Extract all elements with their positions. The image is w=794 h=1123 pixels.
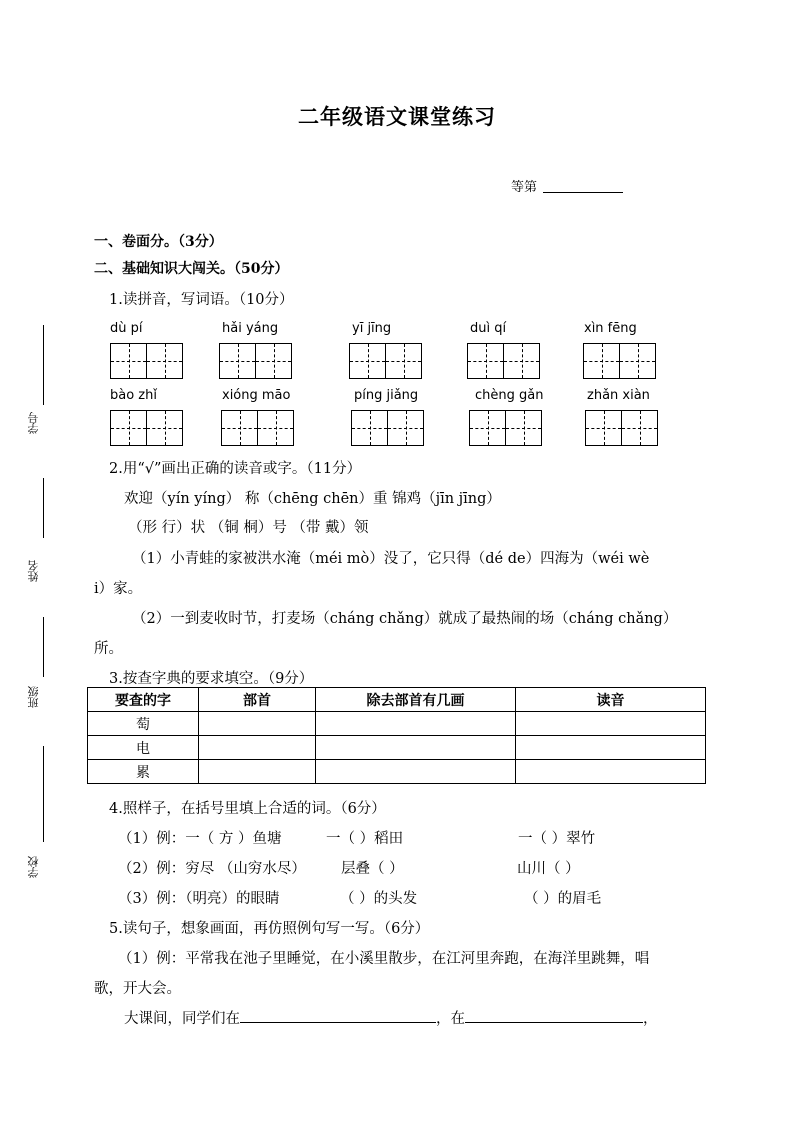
pinyin-label: píng jiǎng: [354, 388, 419, 403]
grade-blank[interactable]: [543, 192, 623, 193]
q4-blank[interactable]: 一（ ）翠竹: [518, 831, 596, 847]
writing-grid[interactable]: [221, 410, 293, 446]
pinyin-label: dù pí: [110, 321, 143, 336]
q5-example: （1）例：平常我在池子里睡觉，在小溪里散步，在江河里奔跑，在海洋里跳舞，唱: [118, 951, 650, 967]
pinyin-label: yī jīng: [352, 321, 392, 336]
q4-blank[interactable]: （ ）的头发: [340, 891, 418, 907]
writing-grid[interactable]: [583, 343, 655, 379]
q4-blank[interactable]: 一（ ）稻田: [326, 831, 404, 847]
q4-blank[interactable]: 层叠（ ）: [341, 861, 404, 877]
binding-line: [43, 617, 44, 677]
table-cell-blank[interactable]: [516, 736, 706, 760]
pinyin-label: bào zhǐ: [110, 388, 157, 403]
q5-fill-line: [124, 1007, 658, 1028]
q5-blank[interactable]: [465, 1022, 643, 1023]
writing-grid[interactable]: [219, 343, 291, 379]
table-row: [88, 736, 706, 760]
q5-blank[interactable]: [240, 1022, 436, 1023]
q5-heading: 5.读句子，想象画面，再仿照例句写一写。（6分）: [109, 921, 430, 937]
q5-fill-text: 大课间，同学们在: [124, 1011, 240, 1027]
table-row: [88, 712, 706, 736]
sidebar-label-id: 学号: [27, 412, 40, 434]
writing-grid[interactable]: [110, 343, 182, 379]
table-row: [88, 760, 706, 784]
pinyin-label: duì qí: [470, 321, 507, 336]
writing-grid[interactable]: [585, 410, 657, 446]
section-1-heading: 一、卷面分。（3分）: [94, 234, 223, 250]
table-header: 要查的字: [88, 688, 199, 712]
q4-example: （1）例：一（ 方 ）鱼塘: [118, 831, 282, 847]
table-cell-blank[interactable]: [316, 712, 516, 736]
q2-heading: 2.用“√”画出正确的读音或字。（11分）: [109, 461, 362, 477]
writing-grid[interactable]: [351, 410, 423, 446]
binding-line: [43, 325, 44, 405]
q4-blank[interactable]: （ ）的眉毛: [524, 891, 602, 907]
table-cell-char: 萄: [88, 712, 199, 736]
q5-example: 歌，开大会。: [94, 981, 181, 997]
table-header: 部首: [199, 688, 316, 712]
sidebar-label-school: 学校: [27, 856, 40, 878]
table-cell-blank[interactable]: [516, 712, 706, 736]
table-header: 读音: [516, 688, 706, 712]
table-cell-char: 累: [88, 760, 199, 784]
pinyin-label: hǎi yáng: [222, 321, 279, 336]
table-header: 除去部首有几画: [316, 688, 516, 712]
q2-line: （1）小青蛙的家被洪水淹（méi mò）没了，它只得（dé de）四海为（wéi wè: [132, 551, 650, 567]
table-cell-char: 电: [88, 736, 199, 760]
dictionary-table: [87, 687, 706, 784]
writing-grid[interactable]: [110, 410, 182, 446]
q4-example: （3）例：（明亮）的眼睛: [118, 891, 280, 907]
q2-line: 所。: [94, 641, 123, 657]
q4-example: （2）例：穷尽 （山穷水尽）: [118, 861, 306, 877]
pinyin-label: xióng māo: [222, 388, 291, 403]
writing-grid[interactable]: [349, 343, 421, 379]
q5-fill-text: ，: [643, 1011, 658, 1027]
q3-heading: 3.按查字典的要求填空。（9分）: [109, 671, 314, 687]
writing-grid[interactable]: [469, 410, 541, 446]
table-cell-blank[interactable]: [199, 736, 316, 760]
sidebar-label-name: 姓名: [27, 560, 40, 582]
writing-grid[interactable]: [467, 343, 539, 379]
q2-line: （形 行）状 （铜 桐）号 （带 戴）领: [128, 520, 369, 536]
q2-line: i）家。: [94, 581, 143, 597]
q2-line: 欢迎（yín yíng） 称（chēng chēn）重 锦鸡（jīn jīng）: [124, 491, 501, 507]
table-cell-blank[interactable]: [516, 760, 706, 784]
sidebar-label-class: 班级: [27, 686, 40, 708]
binding-line: [43, 478, 44, 538]
pinyin-label: zhǎn xiàn: [587, 388, 650, 403]
table-cell-blank[interactable]: [199, 760, 316, 784]
table-cell-blank[interactable]: [316, 736, 516, 760]
pinyin-label: chèng gǎn: [475, 388, 544, 403]
q1-heading: 1.读拼音，写词语。（10分）: [109, 292, 294, 308]
q2-line: （2）一到麦收时节，打麦场（cháng chǎng）就成了最热闹的场（cháng chǎng）: [132, 611, 678, 627]
pinyin-label: xìn fēng: [584, 321, 637, 336]
table-cell-blank[interactable]: [199, 712, 316, 736]
q4-blank[interactable]: 山川（ ）: [517, 861, 580, 877]
grade-label: 等第: [511, 180, 538, 195]
page-title: 二年级语文课堂练习: [298, 104, 496, 129]
q4-heading: 4.照样子，在括号里填上合适的词。（6分）: [109, 801, 386, 817]
binding-line: [43, 746, 44, 842]
table-cell-blank[interactable]: [316, 760, 516, 784]
section-2-heading: 二、基础知识大闯关。（50分）: [94, 261, 289, 277]
q5-fill-text: ，在: [436, 1011, 465, 1027]
